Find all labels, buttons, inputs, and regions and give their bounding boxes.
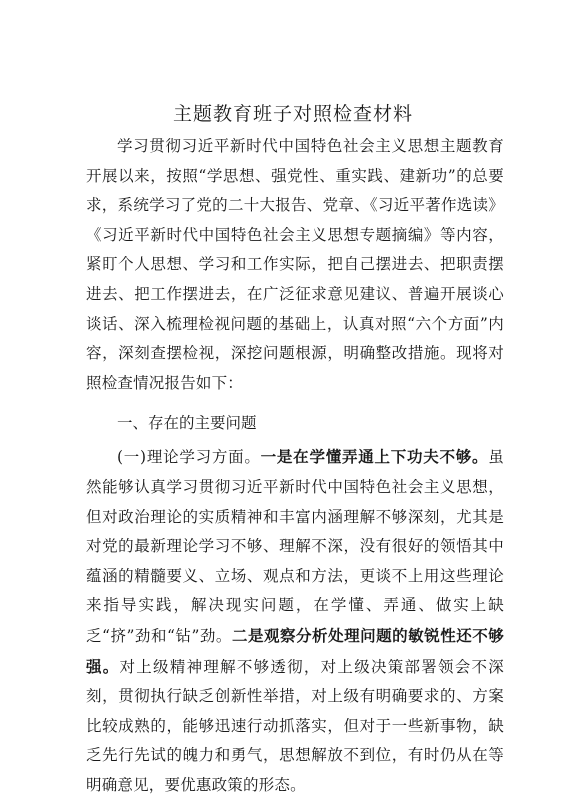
document-title: 主题教育班子对照检查材料 [172, 103, 413, 125]
subsection-label: (一)理论学习方面。 [117, 448, 261, 467]
point-two-text: 对上级精神理解不够透彻，对上级决策部署领会不深刻，贯彻执行缺乏创新性举措，对上级有明确要求的、方案比较成熟的，能够迅速行动抓落实，但对于一些新事物，缺乏先行先试的魄力和勇气，思想解放不到位，有时仍从在等明确意见，要优惠政策的形态。 [86, 657, 504, 794]
point-two-label: 二是观察分析处理问题的敏锐性还不够强。 [86, 625, 504, 676]
theory-study-paragraph [86, 442, 504, 800]
intro-paragraph: 学习贯彻习近平新时代中国特色社会主义思想主题教育开展以来，按照“学思想、强党性、重实践、建新功”的总要求，系统学习了党的二十大报告、党章、《习近平著作选读》《习近平新时代中国特色社会主义思想专题摘编》等内容，紧盯个人思想、学习和工作实际，把自己摆进去、把职责摆进去、把工作摆进去，在广泛征求意见建议、普遍开展谈心谈话、深入梳理检视问题的基础上，认真对照“六个方面”内容，深刻查摆检视，深挖问题根源，明确整改措施。现将对照检查情况报告如下： [86, 137, 504, 392]
section-heading-problems: 一、存在的主要问题 [117, 414, 257, 433]
point-one-label: 一是在学懂弄通上下功夫不够。 [260, 447, 489, 467]
point-one-text: 虽然能够认真学习贯彻习近平新时代中国特色社会主义思想，但对政治理论的实质精神和丰富内涵理解不够深刻，尤其是对党的最新理论学习不够、理解不深，没有很好的领悟其中蕴涵的精髓要义、立场、观点和方法，更谈不上用这些理论来指导实践，解决现实问题，在学懂、弄通、做实上缺乏“挤”劲和“钻”劲。 [86, 448, 504, 645]
document-body [86, 132, 504, 800]
